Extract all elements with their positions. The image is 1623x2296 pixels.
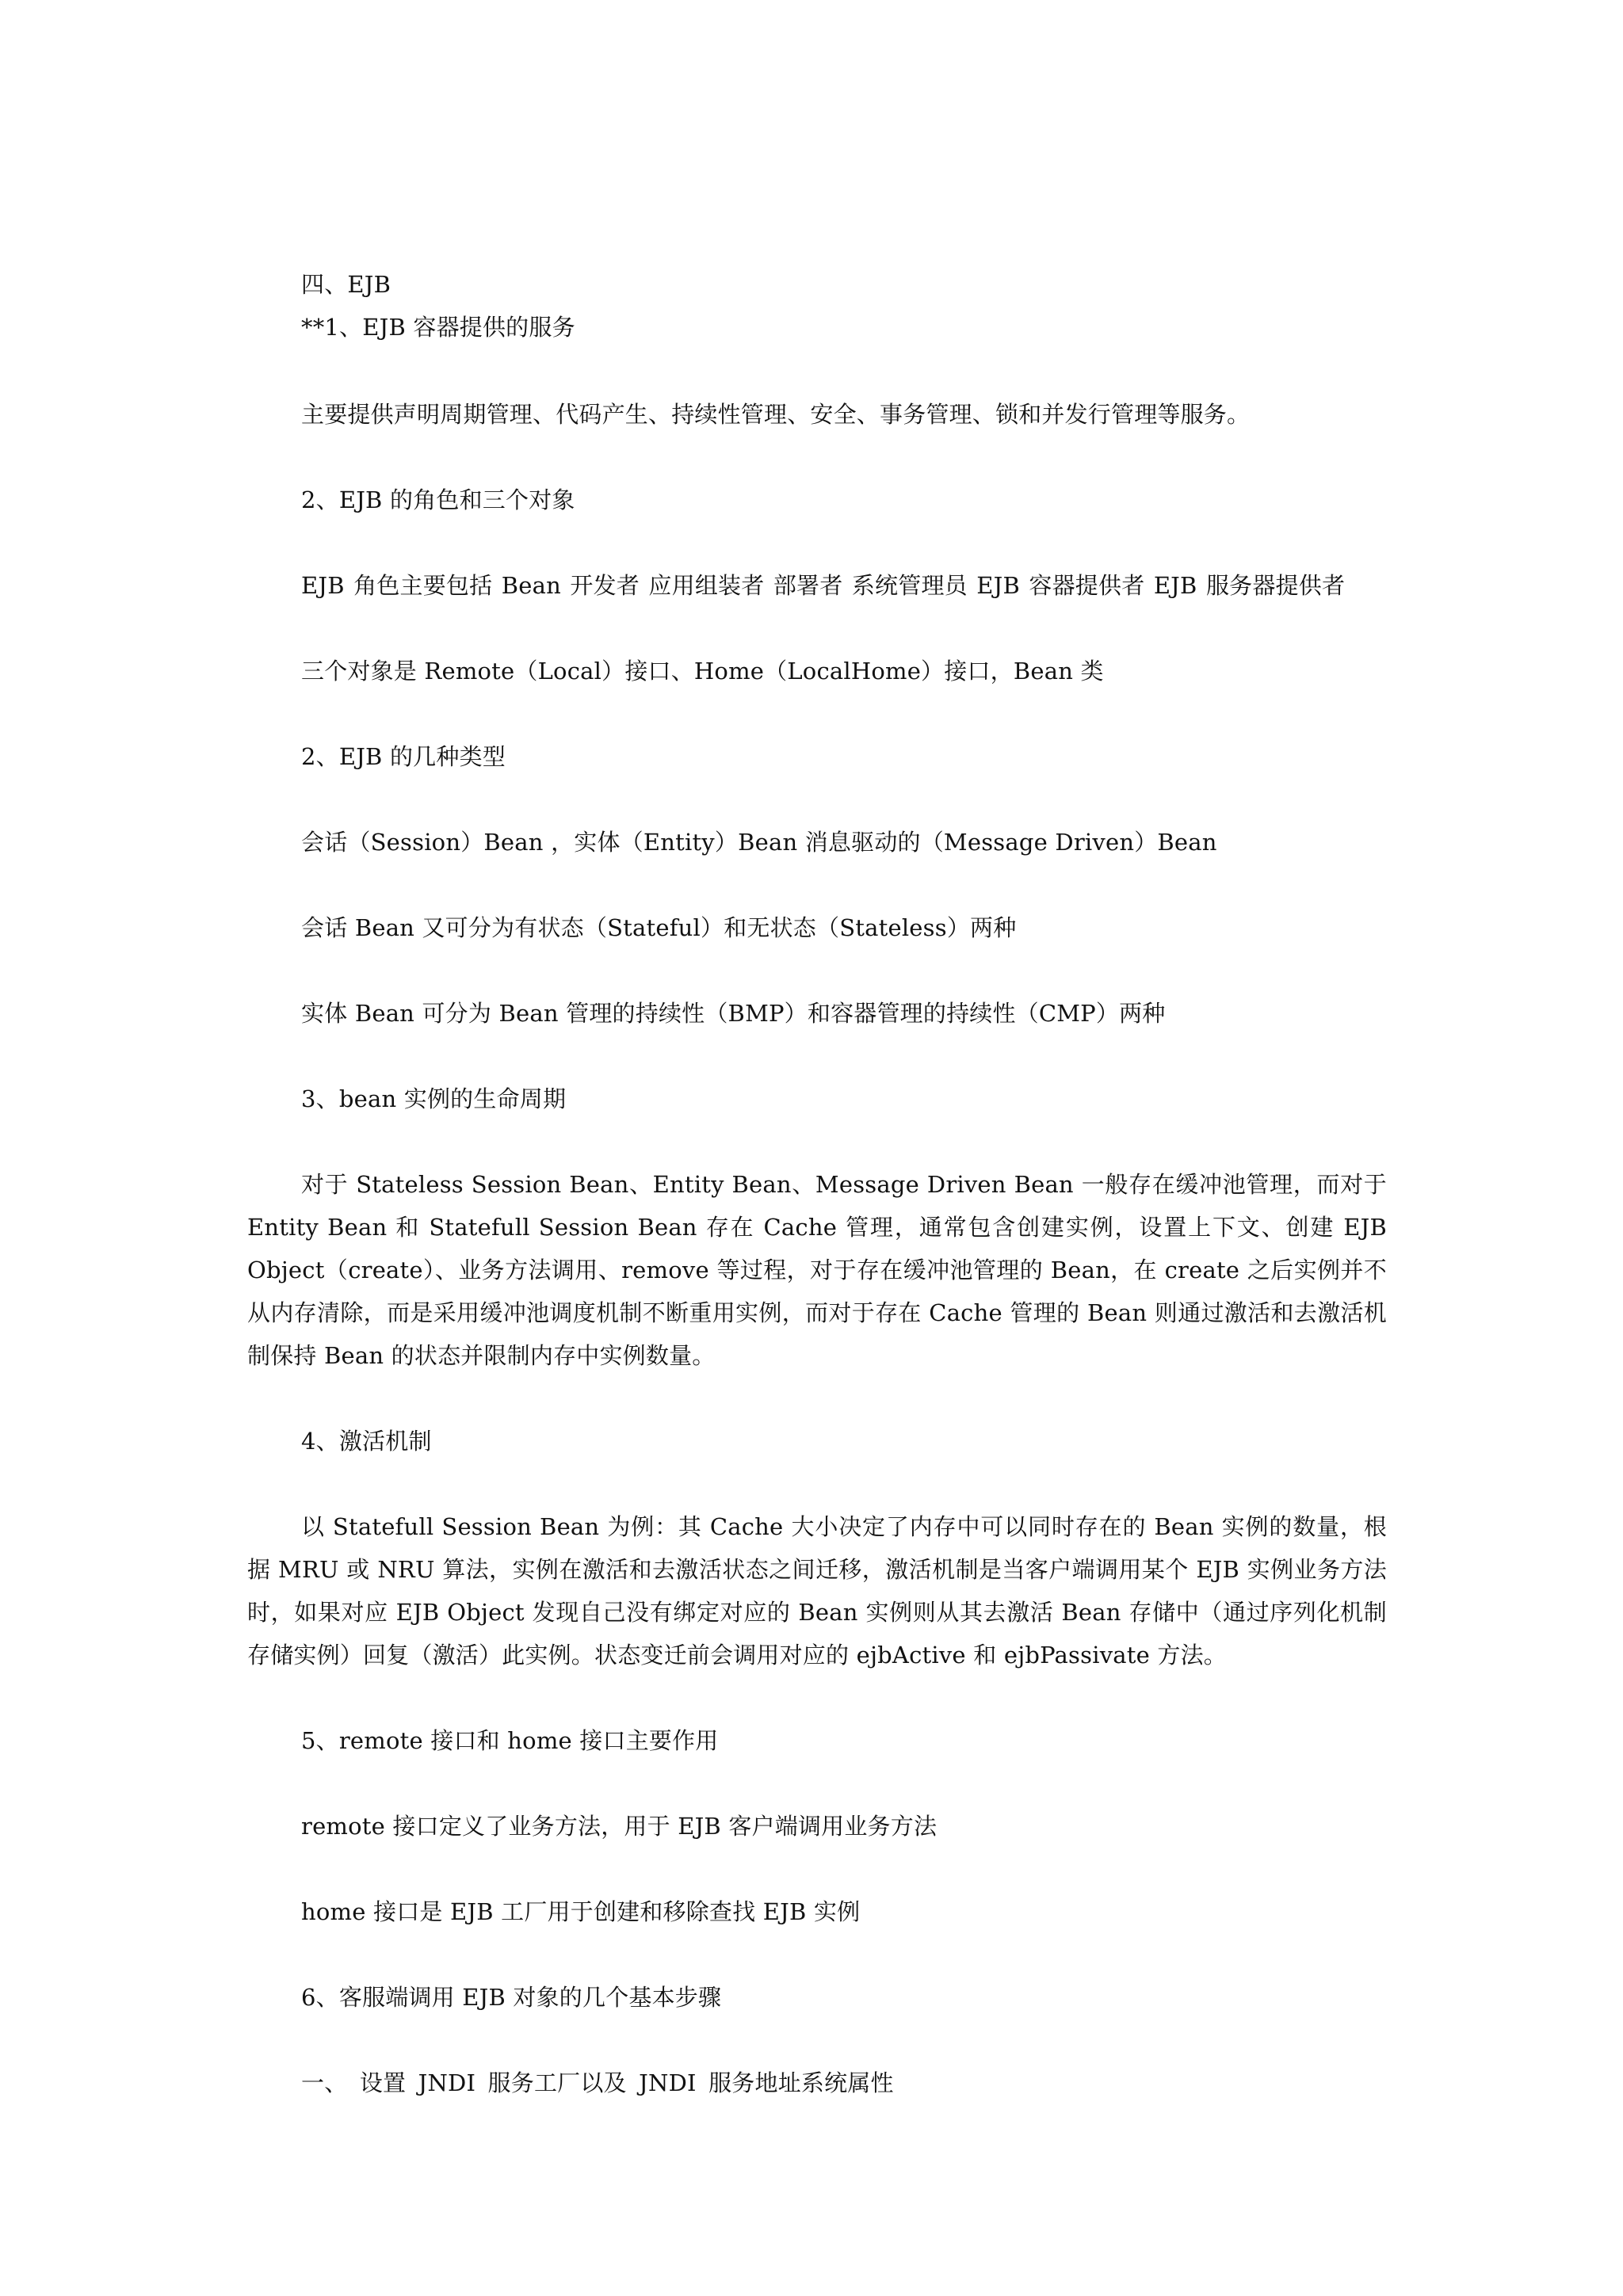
heading-activation: 4、激活机制 bbox=[301, 1428, 432, 1455]
heading-bean-lifecycle: 3、bean 实例的生命周期 bbox=[301, 1085, 567, 1112]
paragraph-bean-lifecycle: 对于 Stateless Session Bean、Entity Bean、Message Driven Bean 一般存在缓冲池管理，而对于 Entity Bean 和 Statefull Session Bean 存在 Cache 管理，通常包含创建实例，设置上下文、创建 EJB Object（create）、业务方法调用、remove 等过程，对于存在缓冲池管理的 Bean，在 create 之后实例并不从内存清除，而是采用缓冲池调度机制不断重用实例，而对于存在 Cache 管理的 Bean 则通过激活和去激活机制保持 Bean 的状态并限制内存中实例数量。 bbox=[247, 1171, 1387, 1369]
paragraph-remote-interface: remote 接口定义了业务方法，用于 EJB 客户端调用业务方法 bbox=[301, 1813, 938, 1840]
paragraph-types-line-3: 实体 Bean 可分为 Bean 管理的持续性（BMP）和容器管理的持续性（CMP）两种 bbox=[301, 1000, 1166, 1027]
section-title: 四、EJB bbox=[301, 271, 391, 298]
list-item-step-1: 一、 设置 JNDI 服务工厂以及 JNDI 服务地址系统属性 bbox=[301, 2069, 894, 2096]
paragraph-three-objects: 三个对象是 Remote（Local）接口、Home（LocalHome）接口，Bean 类 bbox=[301, 658, 1104, 685]
paragraph-types-line-2: 会话 Bean 又可分为有状态（Stateful）和无状态（Stateless）两种 bbox=[301, 914, 1017, 941]
heading-client-steps: 6、客服端调用 EJB 对象的几个基本步骤 bbox=[301, 1984, 722, 2011]
heading-container-services: **1、EJB 容器提供的服务 bbox=[301, 314, 575, 341]
paragraph-container-services: 主要提供声明周期管理、代码产生、持续性管理、安全、事务管理、锁和并发行管理等服务。 bbox=[301, 401, 1251, 428]
heading-roles-and-objects: 2、EJB 的角色和三个对象 bbox=[301, 486, 575, 513]
heading-ejb-types: 2、EJB 的几种类型 bbox=[301, 743, 506, 770]
paragraph-ejb-roles: EJB 角色主要包括 Bean 开发者 应用组装者 部署者 系统管理员 EJB 容器提供者 EJB 服务器提供者 bbox=[301, 572, 1346, 599]
paragraph-types-line-1: 会话（Session）Bean ，实体（Entity）Bean 消息驱动的（Message Driven）Bean bbox=[301, 829, 1217, 856]
heading-remote-home: 5、remote 接口和 home 接口主要作用 bbox=[301, 1727, 719, 1754]
paragraph-home-interface: home 接口是 EJB 工厂用于创建和移除查找 EJB 实例 bbox=[301, 1898, 861, 1925]
paragraph-activation: 以 Statefull Session Bean 为例：其 Cache 大小决定了内存中可以同时存在的 Bean 实例的数量，根据 MRU 或 NRU 算法，实例在激活和去激活状态之间迁移，激活机制是当客户端调用某个 EJB 实例业务方法时，如果对应 EJB Object 发现自己没有绑定对应的 Bean 实例则从其去激活 Bean 存储中（通过序列化机制存储实例）回复（激活）此实例。状态变迁前会调用对应的 ejbActive 和 ejbPassivate 方法。 bbox=[247, 1513, 1387, 1669]
